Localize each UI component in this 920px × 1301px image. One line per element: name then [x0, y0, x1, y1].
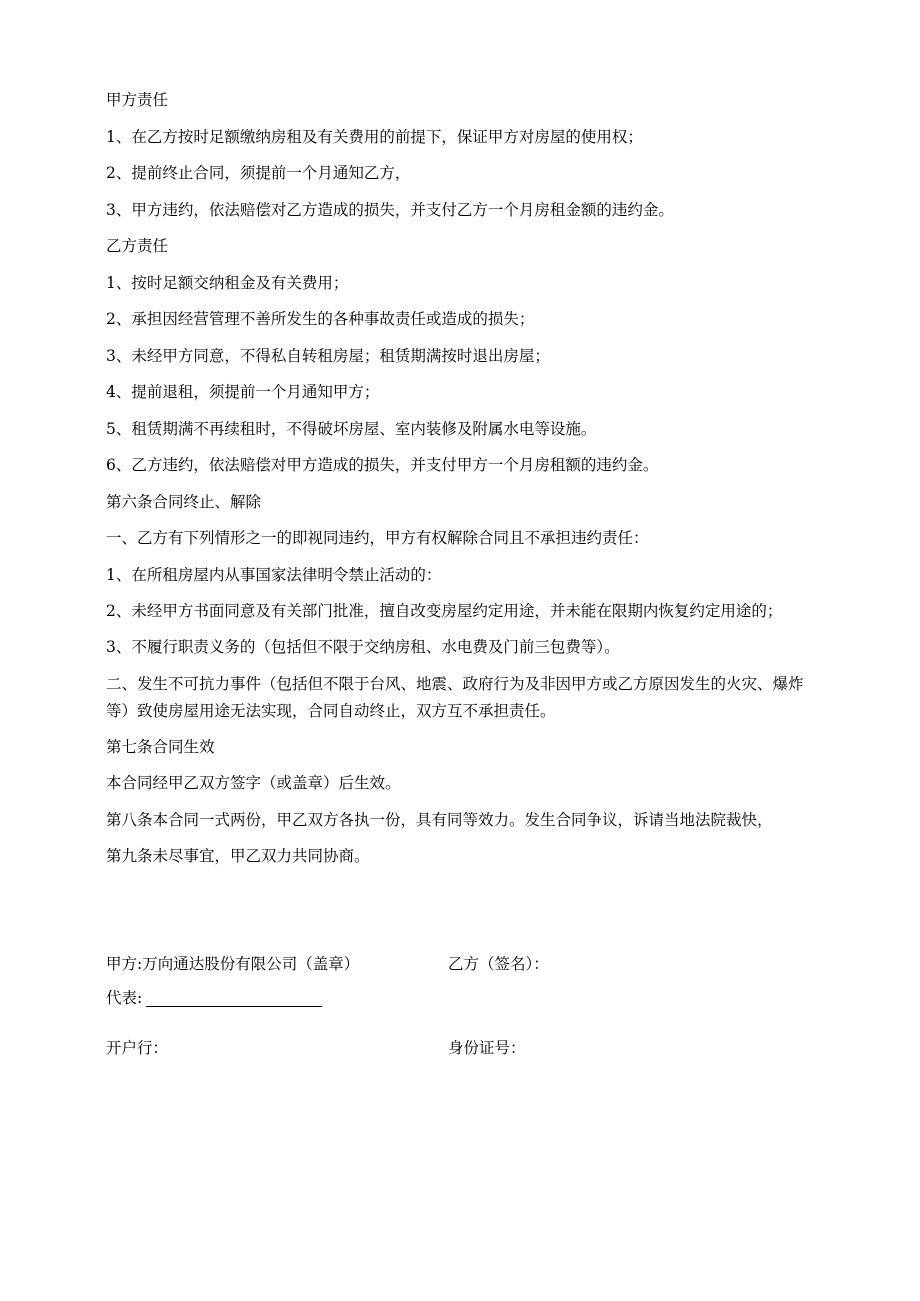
- party-a-duty-item: 2、提前终止合同，须提前一个月通知乙方，: [106, 164, 411, 182]
- article6-clause1: 一、乙方有下列情形之一的即视同违约，甲方有权解除合同且不承担违约责任：: [106, 529, 649, 547]
- party-b-duty-item: 6、乙方违约，依法赔偿对甲方造成的损失，并支付甲方一个月房租额的违约金。: [106, 456, 659, 474]
- party-b-duty-item: 5、租赁期满不再续租时，不得破坏房屋、室内装修及附属水电等设施。: [106, 419, 597, 438]
- article6-item: 2、未经甲方书面同意及有关部门批准，擅自改变房屋约定用途，并未能在限期内恢复约定用途的；: [106, 602, 783, 620]
- party-b-signature-label: 乙方（签名）：: [448, 955, 549, 973]
- representative-field: [106, 983, 322, 1013]
- party-b-duties-heading: 乙方责任: [106, 237, 169, 255]
- id-number-label: 身份证号：: [448, 1039, 526, 1057]
- article9-text: 第九条未尽事宜，甲乙双力共同协商。: [106, 846, 370, 865]
- article6-heading: 第六条合同终止、解除: [106, 492, 262, 511]
- party-a-duty-item: 1、在乙方按时足额缴纳房租及有关费用的前提下，保证甲方对房屋的使用权；: [106, 127, 643, 146]
- article6-item: 1、在所租房屋内从事国家法律明令禁止活动的：: [106, 565, 442, 584]
- contract-body: [106, 82, 816, 874]
- party-b-duty-item: 1、按时足额交纳租金及有关费用；: [106, 273, 349, 292]
- article8-text: 第八条本合同一式两份，甲乙双方各执一份，具有同等效力。发生合同争议，诉请当地法院裁快，: [106, 810, 773, 829]
- party-b-duty-item: 2、承担因经营管理不善所发生的各种事故责任或造成的损失；: [106, 310, 535, 328]
- party-a-signature-label: 甲方:万向通达股份有限公司（盖章）: [106, 955, 360, 973]
- bank-label: 开户行：: [106, 1039, 169, 1057]
- article7-heading: 第七条合同生效: [106, 737, 215, 756]
- representative-signature-line: [146, 986, 322, 1007]
- article6-clause2: 二、发生不可抗力事件（包括但不限于台风、地震、政府行为及非因甲方或乙方原因发生的火灾、爆炸等）致使房屋用途无法实现，合同自动终止，双方互不承担责任。: [106, 674, 804, 720]
- party-a-duties-heading: 甲方责任: [106, 91, 169, 109]
- party-b-duty-item: 4、提前退租，须提前一个月通知甲方；: [106, 383, 380, 401]
- representative-label: 代表:: [106, 989, 143, 1007]
- article6-item: 3、不履行职责义务的（包括但不限于交纳房租、水电费及门前三包费等）。: [106, 638, 620, 656]
- signature-row-bank-id: [106, 1033, 816, 1063]
- signature-row-parties: [106, 949, 816, 979]
- party-a-duty-item: 3、甲方违约，依法赔偿对乙方造成的损失，并支付乙方一个月房租金额的违约金。: [106, 200, 674, 219]
- article7-text: 本合同经甲乙双方签字（或盖章）后生效。: [106, 774, 401, 792]
- party-b-duty-item: 3、未经甲方同意，不得私自转租房屋；租赁期满按时退出房屋；: [106, 346, 550, 365]
- signature-row-representative: [106, 983, 816, 1013]
